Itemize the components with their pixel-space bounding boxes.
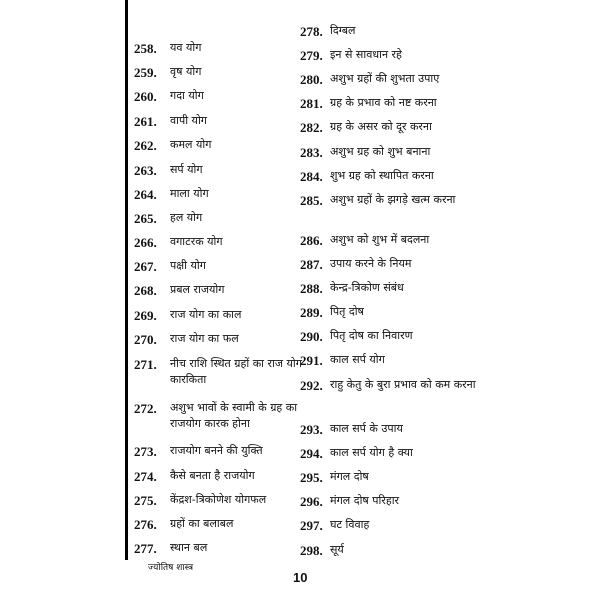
entry-number: 286. [300, 233, 323, 248]
entry-title: अशुभ ग्रहों के झगड़े खत्म करना [330, 193, 456, 206]
entry-title: अशुभ को शुभ में बदलना [330, 233, 430, 246]
entry-number: 275. [134, 493, 157, 508]
entry-title: पक्षी योग [170, 259, 206, 272]
entry-number: 288. [300, 281, 323, 296]
entry-title: कमल योग [170, 138, 212, 151]
entry-title: अशुभ ग्रहों की शुभता उपाए [330, 72, 440, 85]
entry-number: 293. [300, 422, 323, 437]
entry-number: 274. [134, 469, 157, 484]
entry-number: 296. [300, 494, 323, 509]
entry-title: यव योग [170, 41, 202, 54]
entry-title: मंगल दोष परिहार [330, 494, 400, 507]
entry-title: गदा योग [170, 89, 204, 102]
entry-title: इन से सावधान रहे [330, 48, 402, 61]
entry-title: ग्रह के प्रभाव को नष्ट करना [330, 96, 437, 109]
entry-title: काल सर्प के उपाय [330, 422, 403, 435]
entry-number: 282. [300, 120, 323, 135]
entry-number: 263. [134, 163, 157, 178]
entry-number: 276. [134, 517, 157, 532]
entry-title: केन्द्र-त्रिकोण संबंध [330, 281, 404, 294]
entry-number: 261. [134, 114, 157, 129]
entry-title: हल योग [170, 211, 203, 224]
entry-number: 280. [300, 72, 323, 87]
entry-number: 269. [134, 308, 157, 323]
footer-book-title: ज्योतिष शास्त्र [148, 563, 194, 573]
entry-title: राज योग का फल [170, 332, 239, 345]
entry-number: 287. [300, 257, 323, 272]
entry-number: 277. [134, 541, 157, 556]
entry-number: 270. [134, 332, 157, 347]
entry-number: 273. [134, 444, 157, 459]
entry-title: माला योग [170, 187, 209, 200]
entry-title: पितृ दोष का निवारण [330, 329, 413, 342]
entry-title: ग्रहों का बलाबल [170, 517, 234, 530]
entry-title: शुभ ग्रह को स्थापित करना [330, 169, 434, 182]
entry-number: 284. [300, 169, 323, 184]
entry-number: 259. [134, 65, 157, 80]
entry-title: नीच राशि स्थित ग्रहों का राज योग कारकिता [170, 357, 302, 386]
entry-number: 292. [300, 378, 323, 393]
entry-title: सूर्य [330, 543, 344, 556]
entry-number: 268. [134, 283, 157, 298]
entry-title: काल सर्प योग है क्या [330, 446, 413, 459]
page-number: 10 [293, 570, 308, 585]
entry-title: वगाटरक योग [170, 235, 223, 248]
entry-number: 281. [300, 96, 323, 111]
entry-number: 267. [134, 259, 157, 274]
entry-number: 279. [300, 48, 323, 63]
entry-title: ग्रह के असर को दूर करना [330, 120, 432, 133]
entry-title: प्रबल राजयोग [170, 283, 225, 296]
entry-title: अशुभ ग्रह को शुभ बनाना [330, 145, 431, 158]
entry-title: वृष योग [170, 65, 202, 78]
entry-title: राहु केतु के बुरा प्रभाव को कम करना [330, 378, 476, 391]
entry-number: 289. [300, 305, 323, 320]
entry-title: दिग्बल [330, 24, 356, 37]
entry-title: मंगल दोष [330, 470, 369, 483]
entry-number: 271. [134, 357, 157, 372]
entry-title: वापी योग [170, 114, 207, 127]
entry-title: पितृ दोष [330, 305, 364, 318]
entry-title: अशुभ भावों के स्वामी के ग्रह का राजयोग कारक होना [170, 401, 298, 430]
entry-number: 258. [134, 41, 157, 56]
entry-title: केंद्रश-त्रिकोणेश योगफल [170, 493, 267, 506]
entry-number: 298. [300, 543, 323, 558]
entry-number: 294. [300, 446, 323, 461]
entry-number: 295. [300, 470, 323, 485]
entry-number: 291. [300, 353, 323, 368]
entry-number: 297. [300, 518, 323, 533]
entry-title: राज योग का काल [170, 308, 242, 321]
entry-title: राजयोग बनने की युक्ति [170, 444, 263, 457]
entry-title: सर्प योग [170, 163, 203, 176]
entry-title: काल सर्प योग [330, 353, 385, 366]
entry-number: 264. [134, 187, 157, 202]
entry-number: 265. [134, 211, 157, 226]
entry-title: घट विवाह [330, 518, 370, 531]
entry-title: कैसे बनता है राजयोग [170, 469, 255, 482]
left-margin-rule [125, 0, 128, 560]
entry-number: 260. [134, 89, 157, 104]
entry-number: 262. [134, 138, 157, 153]
entry-number: 278. [300, 24, 323, 39]
entry-number: 290. [300, 329, 323, 344]
entry-number: 283. [300, 145, 323, 160]
entry-number: 272. [134, 401, 157, 416]
entry-number: 266. [134, 235, 157, 250]
entry-title: स्थान बल [170, 541, 208, 554]
entry-number: 285. [300, 193, 323, 208]
entry-title: उपाय करने के नियम [330, 257, 412, 270]
